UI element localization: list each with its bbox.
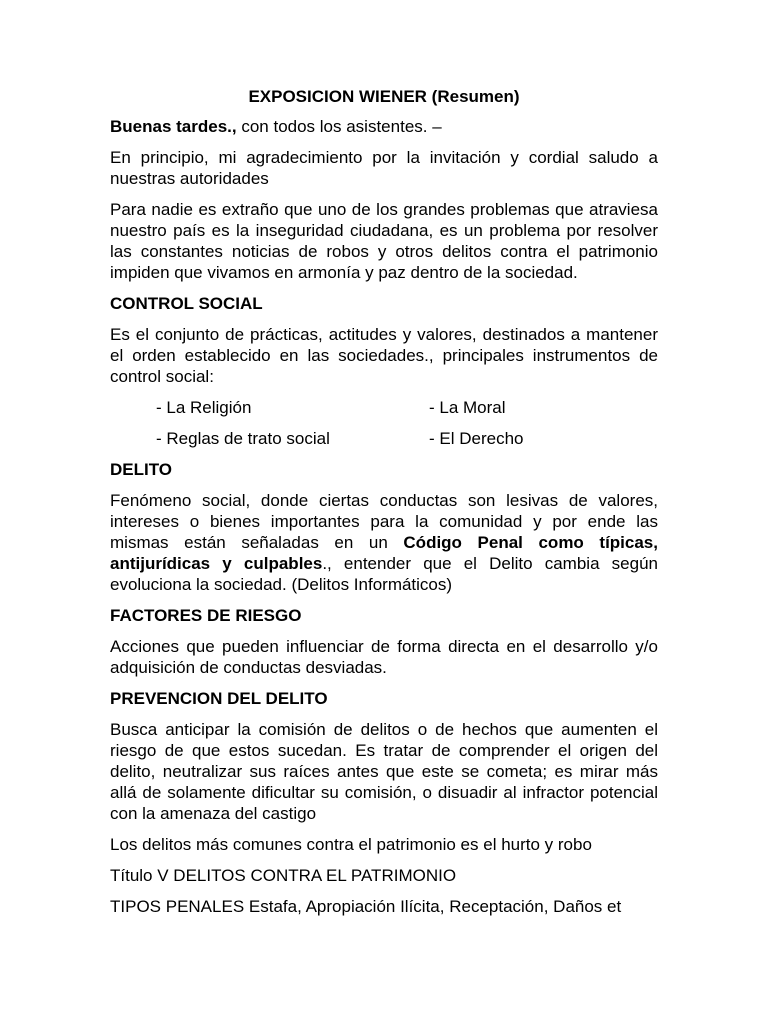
control-social-paragraph: Es el conjunto de prácticas, actitudes y valores, destinados a mantener el orden establecido en las sociedades., principales instrumentos de control social: — [110, 325, 658, 386]
delito-text-after: ., entender que el Delito cambia según evoluciona la sociedad. (Delitos Informáticos) — [110, 554, 658, 594]
factores-paragraph: Acciones que pueden influenciar de forma directa en el desarrollo y/o adquisición de conductas desviadas. — [110, 637, 658, 677]
list-item: - Reglas de trato social — [156, 429, 330, 448]
prevencion-paragraph: Busca anticipar la comisión de delitos o de hechos que aumenten el riesgo de que estos sucedan. Es tratar de comprender el origen del delito, neutralizar sus raíces antes que este se cometa; es mirar más allá de solamente dificultar su comisión, o disuadir al infractor potencial con la amenaza del castigo — [110, 720, 658, 823]
greeting-bold: Buenas tardes., — [110, 117, 237, 136]
closing-line-3: TIPOS PENALES Estafa, Apropiación Ilícita, Receptación, Daños et — [110, 897, 622, 916]
greeting-rest: con todos los asistentes. – — [236, 117, 442, 136]
closing-line-1: Los delitos más comunes contra el patrimonio es el hurto y robo — [110, 835, 592, 854]
list-item: - El Derecho — [429, 429, 524, 448]
delito-heading: DELITO — [110, 460, 173, 479]
delito-paragraph — [110, 490, 658, 595]
document-title: EXPOSICION WIENER (Resumen) — [248, 87, 520, 106]
factores-heading: FACTORES DE RIESGO — [110, 606, 302, 625]
closing-line-2: Título V DELITOS CONTRA EL PATRIMONIO — [110, 866, 457, 885]
prevencion-heading: PREVENCION DEL DELITO — [110, 689, 328, 708]
document-page — [110, 86, 658, 927]
list-item: - La Moral — [429, 398, 506, 417]
problem-paragraph: Para nadie es extraño que uno de los grandes problemas que atraviesa nuestro país es la inseguridad ciudadana, es un problema por resolver las constantes noticias de robos y otros delitos contra el patrimonio impiden que vivamos en armonía y paz dentro de la sociedad. — [110, 200, 658, 282]
intro-paragraph: En principio, mi agradecimiento por la invitación y cordial saludo a nuestras autoridades — [110, 148, 658, 188]
delito-text-before: Fenómeno social, donde ciertas conductas son lesivas de valores, intereses o bienes importantes para la comunidad y por ende las mismas están señaladas en un — [110, 491, 658, 552]
greeting-paragraph — [110, 116, 658, 137]
list-item: - La Religión — [156, 398, 252, 417]
control-social-heading: CONTROL SOCIAL — [110, 294, 263, 313]
delito-text-bold: Código Penal como típicas, antijurídicas y culpables — [110, 533, 658, 573]
instruments-list-row — [110, 397, 658, 418]
instruments-list-row — [110, 428, 658, 449]
